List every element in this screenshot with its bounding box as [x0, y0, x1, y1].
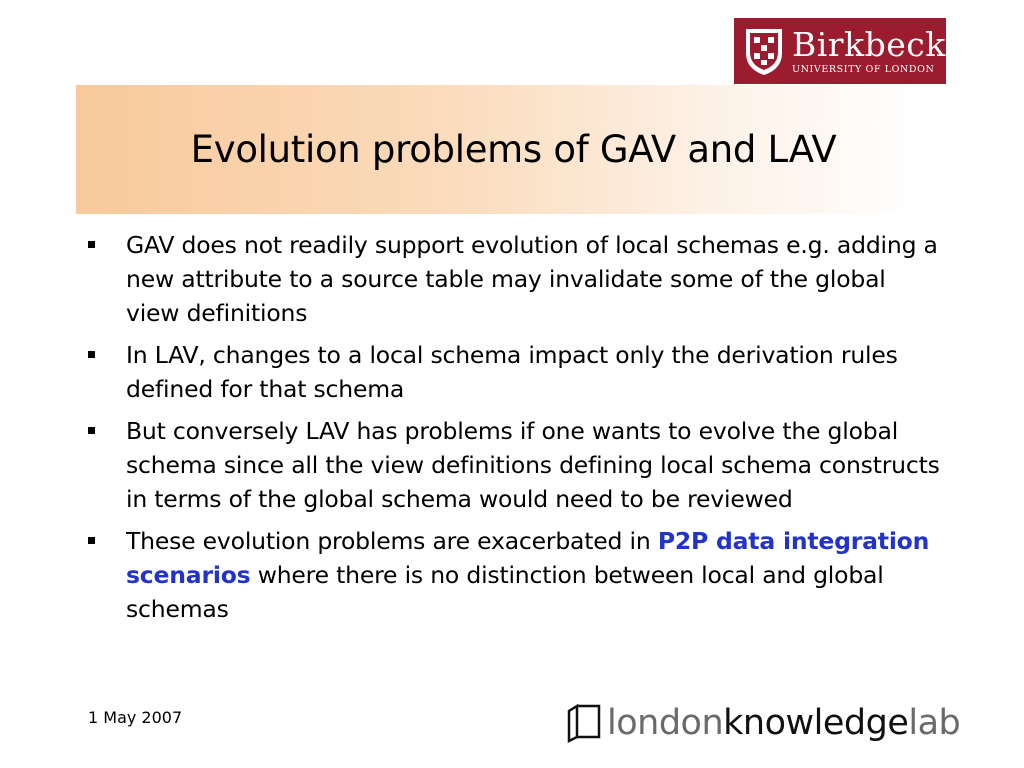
birkbeck-crest-icon — [742, 25, 786, 77]
title-band — [76, 85, 921, 214]
lab-bracket-icon — [565, 703, 603, 743]
bullet-item — [86, 228, 946, 330]
bullet-text: But conversely LAV has problems if one wants to evolve the global schema since all the view definitions defining local schema constructs in terms of the global schema would need to be reviewed — [126, 417, 940, 513]
bullet-square-icon — [88, 351, 95, 358]
bullet-square-icon — [88, 537, 95, 544]
bullet-item — [86, 338, 946, 406]
bullet-square-icon — [88, 427, 95, 434]
bullet-text: In LAV, changes to a local schema impact only the derivation rules defined for that schema — [126, 341, 898, 403]
birkbeck-name: Birkbeck — [792, 24, 946, 64]
bullet-text: GAV does not readily support evolution of local schemas e.g. adding a new attribute to a source table may invalidate some of the global view definitions — [126, 231, 938, 327]
birkbeck-logo — [734, 18, 946, 84]
bullet-text-before: These evolution problems are exacerbated in — [126, 527, 658, 555]
lab-name-lab: lab — [908, 703, 961, 743]
footer-date: 1 May 2007 — [88, 708, 183, 727]
bullet-square-icon — [88, 241, 95, 248]
highlighted-phrase: P2P data integration scenarios — [126, 527, 930, 589]
bullet-item — [86, 524, 946, 626]
bullet-item — [86, 414, 946, 516]
slide-title: Evolution problems of GAV and LAV — [190, 128, 837, 171]
lab-name-london: london — [607, 703, 724, 743]
birkbeck-subtitle: UNIVERSITY OF LONDON — [792, 63, 935, 75]
bullet-text-after: where there is no distinction between local and global schemas — [126, 561, 884, 623]
london-knowledge-lab-logo — [565, 700, 960, 746]
bullet-list — [86, 228, 946, 634]
lab-name-knowledge: knowledge — [723, 703, 909, 743]
